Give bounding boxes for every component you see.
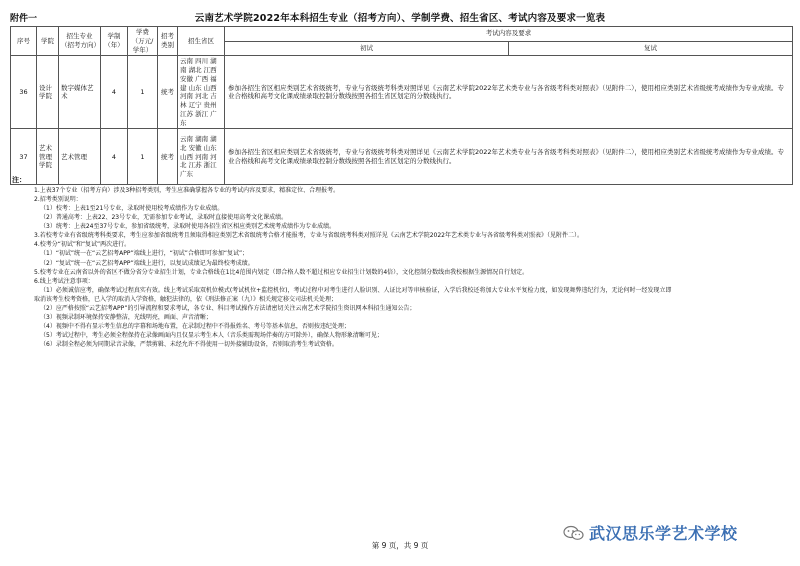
row-requirement: 参加各招生省区相应类别艺术省级统考，专业与省级统考科类对照详见《云南艺术学院2022年艺术类专业与各省级考科类对照表》（见附件二），使用相应类别艺术省级统考成绩作为专业成绩。专业合格线和高考文化课成绩录取控制分数线按照各招生省区划定的分数线执行。 (225, 56, 793, 129)
note-line: （3）统考：上表24至37号专业，参加省级统考，录取时使用各招生省区相应类别艺术统考成绩作为专业成绩。 (40, 223, 336, 231)
note-line: （2）普通高考：上表22、23号专业，无需参加专业考试，录取时直接使用高考文化课成绩。 (40, 213, 288, 221)
row-college: 设计学院 (37, 56, 59, 129)
note-line: （4）视频中不得有显示考生信息的字幕和场地布置，在录制过程中不得报姓名、考号等基本信息，否则按违纪处理； (40, 323, 350, 331)
notes-heading: 注： (12, 176, 26, 184)
row-requirement: 参加各招生省区相应类别艺术省级统考，专业与省级统考科类对照详见《云南艺术学院2022年艺术类专业与各省级考科类对照表》（见附件二），使用相应类别艺术省级统考成绩作为专业成绩。专业合格线和高考文化课成绩录取控制分数线按照各招生省区划定的分数线执行。 (225, 129, 793, 185)
row-provinces: 云南 湖南 湖北 安徽 山东 山西 河南 河北 江苏 浙江 广东 (178, 129, 225, 185)
note-line: 3.若校考专业有省级统考科类要求，考生应参加省级统考且须取得相应类别艺术省级统考合格才能报考，专业与省级统考科类对照详见《云南艺术学院2022年艺术类专业与各省级考科类对照表》（见附件二）。 (34, 232, 583, 240)
header-seq: 序号 (11, 27, 37, 56)
header-prelim: 初试 (225, 41, 509, 56)
header-retest: 复试 (509, 41, 793, 56)
header-duration: 学制（年） (101, 27, 128, 56)
row-duration: 4 (101, 129, 128, 185)
row-duration: 4 (101, 56, 128, 129)
watermark (563, 521, 738, 544)
note-line: 4.校考分“初试”和“复试”两次进行。 (34, 241, 131, 249)
notes-section (12, 175, 788, 350)
header-major: 招生专业（招考方向） (59, 27, 101, 56)
note-line: （1）必须诚信应考，确保考试过程真实有效。线上考试采取双机位模式(考试机位+监控机位)，考试过程中对考生进行人脸识别、人证比对等审核验证，入学后我校还将加大专业水平复检力度，如发现舞弊违纪行为，无论何时一经发现立即 (40, 286, 672, 294)
row-major: 数字媒体艺术 (59, 56, 101, 129)
note-line: （2）应严格按照“云艺招考APP”的引导流程和要求考试，各专业、科目考试操作方法请密切关注云南艺术学院招生资讯网本科招生通知公告； (40, 305, 416, 313)
row-category: 统考 (158, 129, 178, 185)
header-provinces: 招生省区 (178, 27, 225, 56)
note-line: （2）“复试”统一在“云艺招考APP”端线上进行，以复试成绩记为最终校考成绩。 (40, 259, 254, 267)
row-category: 统考 (158, 56, 178, 129)
admissions-table (10, 26, 793, 185)
note-line: （3）视频录制环境保持安静整洁，光线明亮，画面、声音清晰； (40, 314, 212, 322)
header-exam: 考试内容及要求 (225, 27, 793, 42)
table-row (11, 56, 793, 129)
page-footer: 第 9 页，共 9 页 (371, 541, 429, 550)
row-seq: 37 (11, 129, 37, 185)
header-college: 学院 (37, 27, 59, 56)
wechat-icon (563, 525, 585, 541)
note-line: 6.线上考试注意事项： (34, 277, 94, 285)
attachment-label: 附件一 (10, 14, 38, 24)
note-line: 5.校考专业在云南省以外的省区不做分省分专业招生计划，专业合格线在1比4范围内划定（即合格人数不超过相应专业招生计划数的4倍），文化控制分数线由我校根据生源情况自行划定。 (34, 268, 529, 276)
row-tuition: 1 (128, 56, 158, 129)
row-provinces: 云南 四川 湖南 湖北 江西 安徽 广西 福建 山东 山西 河南 河北 吉林 辽宁 贵州 江苏 浙江 广东 (178, 56, 225, 129)
header-tuition: 学费（万元/学年） (128, 27, 158, 56)
note-line: 2.招考类别说明： (34, 195, 82, 203)
note-line: （1）“初试”统一在“云艺招考APP”端线上进行，“初试”合格即可参加“复试”； (40, 250, 249, 258)
row-major: 艺术管理 (59, 129, 101, 185)
note-line: （1）校考：上表1至21号专业，录取时使用校考成绩作为专业成绩。 (40, 204, 224, 212)
header-category: 招考类别 (158, 27, 178, 56)
notes-lines (12, 186, 788, 350)
watermark-text: 武汉思乐学艺术学校 (589, 524, 738, 543)
row-college: 艺术管理学院 (37, 129, 59, 185)
page-title: 云南艺术学院2022年本科招生专业（招考方向）、学制学费、招生省区、考试内容及要求一览表 (194, 13, 606, 24)
row-tuition: 1 (128, 129, 158, 185)
note-line: 取消该考生校考资格，已入学的取消入学资格，触犯法律的，依《刑法修正案（九）》相关规定移交司法机关处理； (34, 295, 338, 303)
note-line: 1.上表37个专业（招考方向）涉及3种招考类别，考生应准确掌握各专业的考试内容及要求，精准定位、合理报考。 (34, 186, 340, 194)
note-line: （6）录制全程必须为同期录音录像，严禁剪辑、未经允许不得使用一切外接辅助设备，否则取消考生考试资格。 (40, 341, 338, 349)
row-seq: 36 (11, 56, 37, 129)
note-line: （5）考试过程中，考生必须全程保持在录像画面内且仅显示考生本人（音乐类需现场伴奏的方可除外），确保人物形象清晰可见； (40, 332, 383, 340)
